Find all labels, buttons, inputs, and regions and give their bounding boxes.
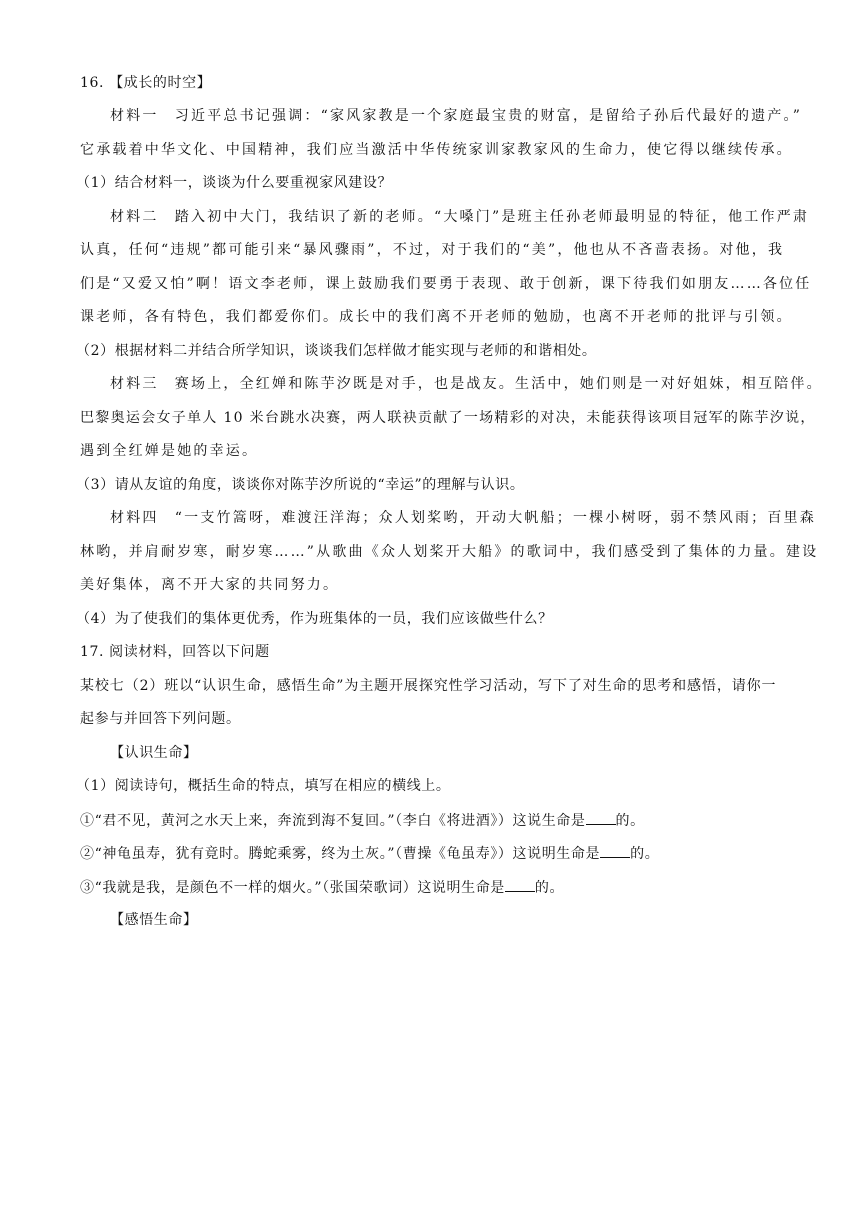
- question-16-title: 16. 【成长的时空】: [80, 75, 212, 91]
- subquestion-16-1: （1）结合材料一，谈谈为什么要重视家风建设？: [76, 175, 393, 191]
- material-1-line-1: 材料一 习近平总书记强调：“家风家教是一个家庭最宝贵的财富，是留给子孙后代最好的遗产。”: [110, 108, 803, 124]
- subquestion-17-1: （1）阅读诗句，概括生命的特点，填写在相应的横线上。: [76, 778, 451, 794]
- subquestion-16-4: （4）为了使我们的集体更优秀，作为班集体的一员，我们应该做些什么？: [76, 611, 553, 627]
- material-4-line-2: 林哟，并肩耐岁寒，耐岁寒……”从歌曲《众人划桨开大船》的歌词中，我们感受到了集体的力量。建设: [80, 544, 819, 560]
- material-3-line-2: 巴黎奥运会女子单人 10 米台跳水决赛，两人联袂贡献了一场精彩的对决，未能获得该项目冠军的陈芋汐说，: [80, 410, 816, 426]
- material-1-line-2: 它承载着中华文化、中国精神，我们应当激活中华传统家训家教家风的生命力，使它得以继续传承。: [80, 142, 793, 158]
- answer-blank-3[interactable]: [505, 877, 535, 892]
- subquestion-16-3: （3）请从友谊的角度，谈谈你对陈芋汐所说的“幸运”的理解与认识。: [76, 477, 525, 493]
- material-4-line-3: 美好集体，离不开大家的共同努力。: [80, 577, 340, 593]
- material-4-line-1: 材料四 “一支竹篙呀，难渡汪洋海；众人划桨哟，开动大帆船；一棵小树呀，弱不禁风雨；百里森: [110, 510, 816, 526]
- subquestion-16-2: （2）根据材料二并结合所学知识，谈谈我们怎样做才能实现与老师的和谐相处。: [76, 343, 597, 359]
- fill-item-2-text: ②“神龟虽寿，犹有竟时。腾蛇乘雾，终为土灰。”（曹操《龟虽寿》）这说明生命是: [80, 846, 601, 862]
- material-2-line-1: 材料二 踏入初中大门，我结识了新的老师。“大嗓门”是班主任孙老师最明显的特征，他工作严肃: [110, 209, 810, 225]
- answer-blank-1[interactable]: [586, 810, 616, 825]
- fill-item-3-suffix: 的。: [534, 880, 565, 896]
- fill-item-3: [80, 877, 564, 898]
- fill-item-1-text: ①“君不见，黄河之水天上来，奔流到海不复回。”（李白《将进酒》）这说生命是: [80, 813, 586, 829]
- question-17-intro-line-1: 某校七（2）班以“认识生命，感悟生命”为主题开展探究性学习活动，写下了对生命的思考和感悟，请你一: [80, 678, 777, 694]
- answer-blank-2[interactable]: [600, 843, 630, 858]
- material-3-line-3: 遇到全红婵是她的幸运。: [80, 443, 259, 459]
- fill-item-3-text: ③“我就是我，是颜色不一样的烟火。”（张国荣歌词）这说明生命是: [80, 880, 505, 896]
- material-2-line-4: 课老师，各有特色，我们都爱你们。成长中的我们离不开老师的勉励，也离不开老师的批评与引领。: [80, 309, 793, 325]
- material-2-line-2: 认真，任何“违规”都可能引来“暴风骤雨”，不过，对于我们的“美”，他也从不吝啬表扬。对他，我: [80, 242, 785, 258]
- fill-item-2-suffix: 的。: [630, 846, 660, 862]
- section-heading-feel-life: 【感悟生命】: [110, 912, 198, 928]
- material-2-line-3: 们是“又爱又怕”啊！语文李老师，课上鼓励我们要勇于表现、敢于创新，课下待我们如朋友……各位任: [80, 276, 812, 292]
- section-heading-know-life: 【认识生命】: [110, 745, 198, 761]
- fill-item-1: [80, 810, 645, 831]
- fill-item-2: [80, 843, 659, 864]
- question-17-intro-line-2: 起参与并回答下列问题。: [80, 711, 241, 727]
- fill-item-1-suffix: 的。: [615, 813, 645, 829]
- material-3-line-1: 材料三 赛场上，全红婵和陈芋汐既是对手，也是战友。生活中，她们则是一对好姐妹，相互陪伴。: [110, 376, 823, 392]
- question-17-title: 17. 阅读材料，回答以下问题: [80, 644, 270, 660]
